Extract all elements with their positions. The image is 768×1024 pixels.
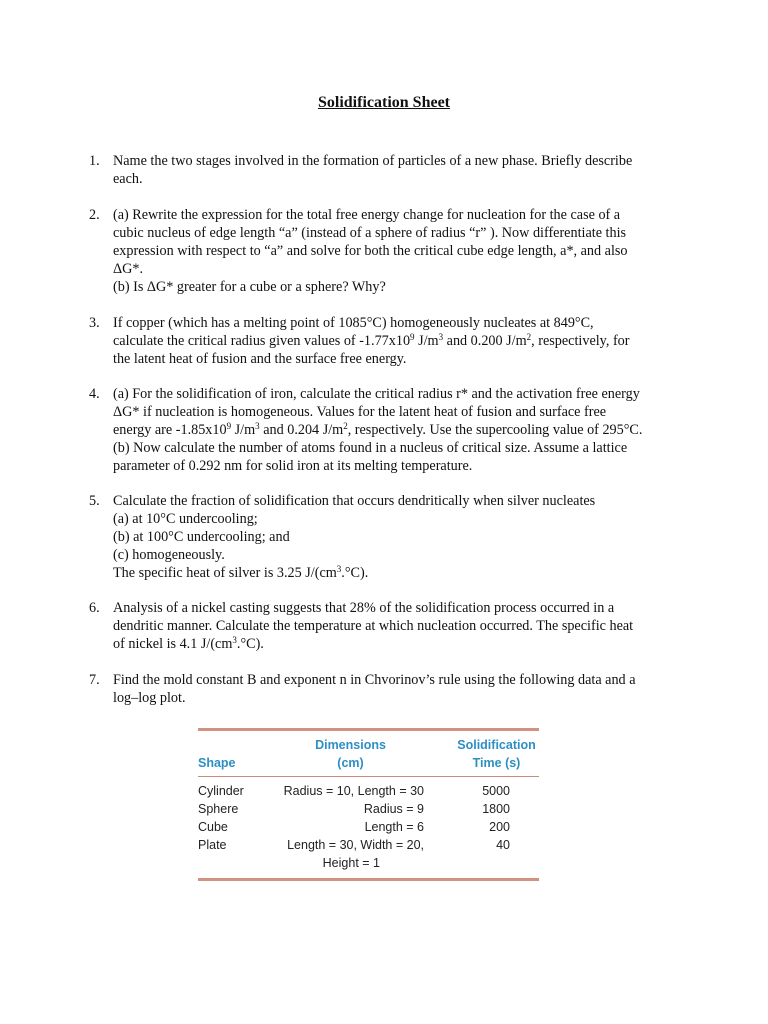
cell-dimensions: Length = 6 [364, 820, 424, 834]
question-line [113, 564, 689, 582]
header-dimensions: Dimensions [315, 738, 386, 752]
cell-time: 40 [496, 838, 510, 852]
question-line: Analysis of a nickel casting suggests that 28% of the solidification process occurred in a [113, 600, 615, 616]
question-line: cubic nucleus of edge length “a” (instead of a sphere of radius “r” ). Now differentiate this [113, 225, 627, 241]
question-line: ΔG* if nucleation is homogeneous. Values for the latent heat of fusion and surface free [113, 404, 607, 420]
question-line: (a) at 10°C undercooling; [113, 511, 258, 527]
question-line: (a) For the solidification of iron, calculate the critical radius r* and the activation free energy [113, 386, 640, 402]
text-run: of nickel is 4.1 J/(cm [113, 636, 233, 652]
cell-shape: Cylinder [198, 784, 244, 798]
text-run: The specific heat of silver is 3.25 J/(cm [113, 565, 337, 581]
superscript: 9 [410, 332, 415, 342]
table-header-rule [198, 776, 539, 777]
question-line: parameter of 0.292 nm for solid iron at its melting temperature. [113, 458, 473, 474]
question-line: (c) homogeneously. [113, 547, 225, 563]
cell-time: 1800 [482, 802, 510, 816]
question-line: the latent heat of fusion and the surface free energy. [113, 351, 407, 367]
question-line [113, 332, 689, 350]
question-line: Find the mold constant B and exponent n in Chvorinov’s rule using the following data and a [113, 672, 636, 688]
question-line: (b) Is ΔG* greater for a cube or a sphere? Why? [113, 279, 386, 295]
question-line: (b) Now calculate the number of atoms found in a nucleus of critical size. Assume a lattice [113, 440, 628, 456]
question-line: If copper (which has a melting point of 1085°C) homogeneously nucleates at 849°C, [113, 315, 594, 331]
question-1 [89, 152, 689, 188]
text-run: calculate the critical radius given values of -1.77x10 [113, 333, 411, 349]
cell-shape: Cube [198, 820, 228, 834]
header-shape: Shape [198, 756, 236, 770]
question-3 [89, 314, 689, 368]
question-6 [89, 599, 689, 653]
question-line: expression with respect to “a” and solve for both the critical cube edge length, a*, and also [113, 243, 628, 259]
question-number: 7. [89, 672, 100, 688]
superscript: 3 [336, 564, 342, 574]
text-run: .°C). [236, 636, 264, 652]
cell-dimensions: Length = 30, Width = 20, [287, 838, 424, 852]
question-line: each. [113, 171, 143, 187]
cell-shape: Plate [198, 838, 227, 852]
cell-time: 200 [489, 820, 510, 834]
question-line: Name the two stages involved in the formation of particles of a new phase. Briefly describe [113, 153, 633, 169]
cell-dimensions-cont: Height = 1 [322, 856, 380, 870]
cell-shape: Sphere [198, 802, 239, 816]
question-line: (a) Rewrite the expression for the total free energy change for nucleation for the case of a [113, 207, 621, 223]
question-line [113, 635, 689, 653]
superscript: 3 [232, 635, 237, 645]
cell-dimensions: Radius = 9 [363, 802, 424, 816]
question-5 [89, 492, 689, 582]
question-number: 2. [89, 207, 100, 223]
question-2 [89, 206, 689, 296]
superscript: 9 [226, 421, 232, 431]
text-run: energy are -1.85x10 [113, 422, 227, 438]
superscript: 3 [255, 421, 260, 431]
cell-dimensions: Radius = 10, Length = 30 [283, 784, 424, 798]
question-line: (b) at 100°C undercooling; and [113, 529, 290, 545]
text-run: J/m [231, 422, 256, 438]
table-top-rule [198, 728, 539, 731]
question-7 [89, 671, 689, 707]
question-line: dendritic manner. Calculate the temperature at which nucleation occurred. The specific heat [113, 618, 634, 634]
text-run: and 0.200 J/m [443, 333, 527, 349]
table-bottom-rule [198, 878, 539, 881]
question-number: 5. [89, 493, 100, 509]
header-dimensions-unit: (cm) [337, 756, 364, 770]
text-run: .°C). [341, 565, 369, 581]
question-line: ΔG*. [113, 261, 144, 277]
superscript: 3 [438, 332, 444, 342]
question-number: 6. [89, 600, 100, 616]
question-line [113, 421, 689, 439]
question-line: Calculate the fraction of solidification that occurs dendritically when silver nucleates [113, 493, 596, 509]
question-number: 4. [89, 386, 100, 402]
question-4 [89, 385, 689, 475]
superscript: 2 [526, 332, 532, 342]
superscript: 2 [343, 421, 348, 431]
text-run: , respectively, for [531, 333, 630, 349]
text-run: J/m [414, 333, 439, 349]
question-line: log–log plot. [113, 690, 186, 706]
text-run: , respectively. Use the supercooling value of 295°C. [347, 422, 643, 438]
question-number: 1. [89, 153, 100, 169]
page-title: Solidification Sheet [317, 94, 450, 111]
text-run: and 0.204 J/m [259, 422, 344, 438]
header-time: Solidification [457, 738, 536, 752]
cell-time: 5000 [482, 784, 510, 798]
header-time-unit: Time (s) [472, 756, 521, 770]
question-number: 3. [89, 315, 100, 331]
